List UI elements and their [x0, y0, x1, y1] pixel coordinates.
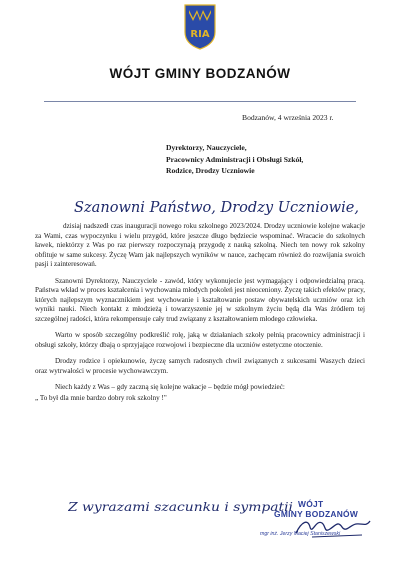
- body-paragraph: dzisiaj nadszedł czas inauguracji nowego roku szkolnego 2023/2024. Drodzy uczniowie kolejne wakacje za Wami, czas wypoczynku i wielu przygód, które jeszcze długo będziecie wspominać. Wracacie do szkolnych ławek, niektórzy z Was po raz pierwszy rozpoczynają przygodę z nauką szkolną. Niech ten nowy rok szkolny obfituje w same sukcesy. Życzę Wam jak najlepszych wyników w nauce, zachęcam również do rozwijania swoich pasji i zainteresowań.: [35, 222, 365, 268]
- recipients-block: [166, 142, 366, 177]
- letter-heading: WÓJT GMINY BODZANÓW: [109, 66, 291, 81]
- handwritten-signature: [292, 515, 372, 541]
- recipient-line: Dyrektorzy, Nauczyciele,: [166, 143, 247, 152]
- body-paragraph: Warto w sposób szczególny podkreślić rolę, jaką w działaniach szkoły pełnią pracownicy administracji i obsługi szkoły, którzy dbają o sprzyjające rozwojowi i bezpieczne dla uczniów estetyczne otoczenie.: [35, 331, 365, 349]
- recipient-line: Rodzice, Drodzy Uczniowie: [166, 166, 255, 175]
- body-paragraph: Niech każdy z Was – gdy zaczną się kolejne wakacje – będzie mógł powiedzieć:: [55, 383, 285, 391]
- recipient-line: Pracownicy Administracji i Obsługi Szkół,: [166, 154, 304, 164]
- body-paragraph: Drodzy rodzice i opiekunowie, życzę samych radosnych chwil związanych z sukcesami Waszych dzieci oraz wytrwałości w procesie wychowawczym.: [35, 357, 365, 375]
- stamp-office: GMINY BODZANÓW: [274, 509, 359, 519]
- body-paragraph: Szanowni Dyrektorzy, Nauczyciele - zawód, który wykonujecie jest wymagający i odpowiedzialną pracą. Państwa wkład w proces kształcenia i wychowania młodych pokoleń jest nieoceniony. Życzę takich efektów pracy, których najlepszym wyznacznikiem jest wychowanie i kształtowanie postaw obywatelskich uczniów oraz ich wyniki nauki. Niech kontakt z młodzieżą i towarzyszenie jej w szkolnym życiu będą dla Was źródłem tej szczególnej radości, która rekompensuje cały trud związany z kształtowaniem młodego człowieka.: [35, 276, 365, 323]
- header-divider: [44, 101, 356, 102]
- closing-text: Z wyrazami szacunku i sympatii: [68, 499, 293, 514]
- stamp-title: WÓJT: [298, 499, 324, 509]
- letter-body: [35, 222, 365, 410]
- handwritten-salutation: [74, 197, 364, 217]
- closing-quote: „ To był dla mnie bardzo dobry rok szkolny !": [35, 393, 167, 402]
- svg-text:RIA: RIA: [190, 29, 210, 40]
- stamp-name: mgr inż. Jerzy Maciej Staniszewski: [260, 531, 341, 537]
- salutation-text: Szanowni Państwo, Drodzy Uczniowie,: [74, 200, 359, 216]
- coat-of-arms-icon: [184, 4, 216, 50]
- date-line: Bodzanów, 4 września 2023 r.: [242, 113, 334, 122]
